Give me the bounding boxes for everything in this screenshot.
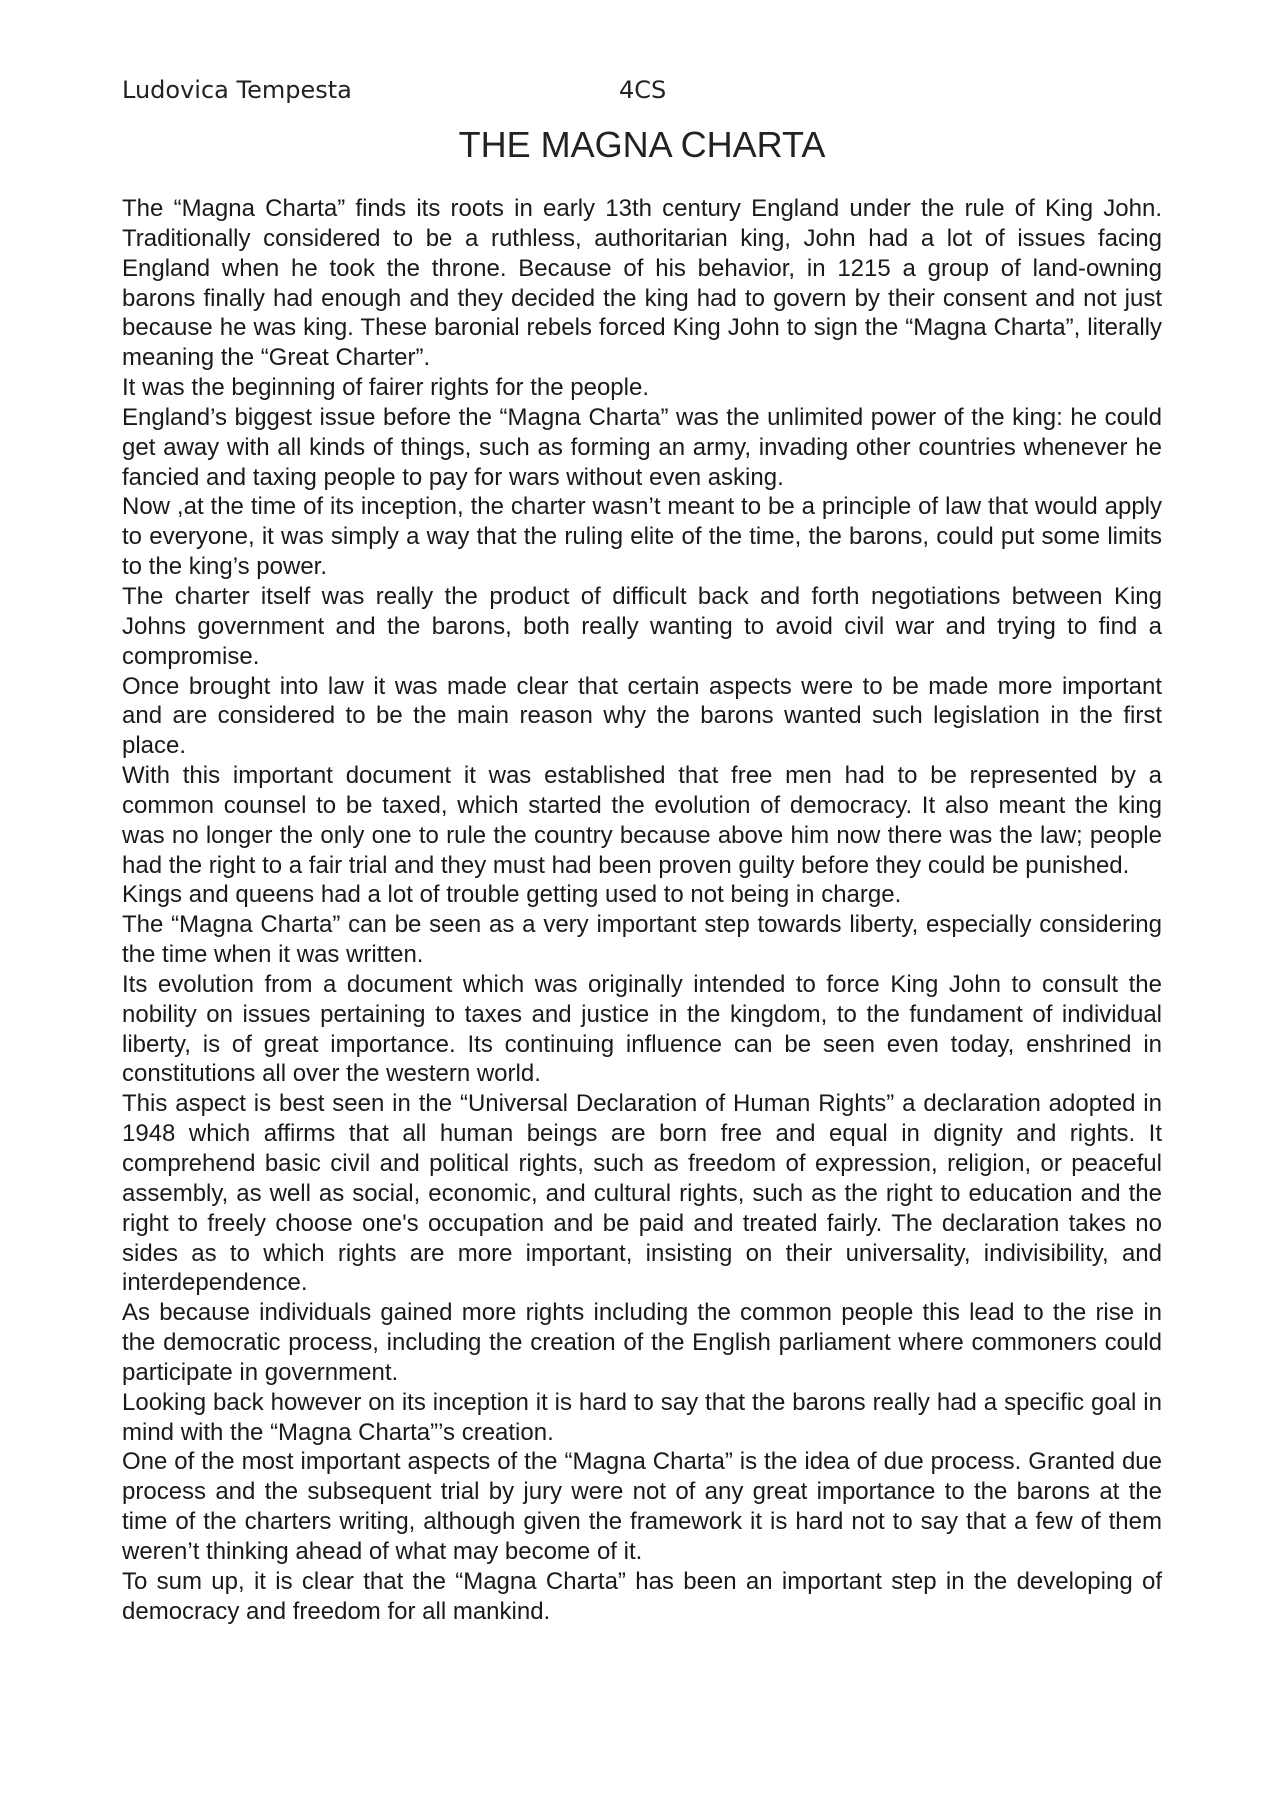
paragraph: With this important document it was established that free men had to be represented by a common counsel to be taxed, which started the evolution of democracy. It also meant the king was no longer the only one to rule the country because above him now there was the law; people had the right to a fair trial and they must had been proven guilty before they could be punished. xyxy=(122,762,1162,879)
paragraph: Once brought into law it was made clear that certain aspects were to be made more important and are considered to be the main reason why the barons wanted such legislation in the first place. xyxy=(122,672,1162,760)
class-label: 4CS xyxy=(619,76,667,104)
paragraph: Looking back however on its inception it is hard to say that the barons really had a specific goal in mind with the “Magna Charta”’s creation. xyxy=(122,1388,1162,1446)
paragraph: The “Magna Charta” finds its roots in early 13th century England under the rule of King John. Traditionally considered to be a ruthless, authoritarian king, John had a lot of issues facing England when he took the throne. Because of his behavior, in 1215 a group of land-owning barons finally had enough and they decided the king had to govern by their consent and not just because he was king. These baronial rebels forced King John to sign the “Magna Charta”, literally meaning the “Great Charter”. xyxy=(122,195,1162,372)
paragraph: It was the beginning of fairer rights for the people. xyxy=(122,374,649,402)
paragraph: This aspect is best seen in the “Universal Declaration of Human Rights” a declaration adopted in 1948 which affirms that all human beings are born free and equal in dignity and rights. It comprehend basic civil and political rights, such as freedom of expression, religion, or peaceful assembly, as well as social, economic, and cultural rights, such as the right to education and the right to freely choose one's occupation and be paid and treated fairly. The declaration takes no sides as to which rights are more important, insisting on their universality, indivisibility, and interdependence. xyxy=(122,1090,1162,1297)
paragraph: Its evolution from a document which was originally intended to force King John to consult the nobility on issues pertaining to taxes and justice in the kingdom, to the fundament of individual liberty, is of great importance. Its continuing influence can be seen even today, enshrined in constitutions all over the western world. xyxy=(122,970,1162,1088)
paragraph: Kings and queens had a lot of trouble getting used to not being in charge. xyxy=(122,881,902,909)
document-body xyxy=(122,194,1162,1627)
document-title: THE MAGNA CHARTA xyxy=(458,124,826,165)
paragraph: England’s biggest issue before the “Magna Charta” was the unlimited power of the king: he could get away with all kinds of things, such as forming an army, invading other countries whenever he fancied and taxing people to pay for wars without even asking. xyxy=(122,403,1162,491)
paragraph: Now ,at the time of its inception, the charter wasn’t meant to be a principle of law that would apply to everyone, it was simply a way that the ruling elite of the time, the barons, could put some limits to the king’s power. xyxy=(122,493,1162,581)
paragraph: The charter itself was really the product of difficult back and forth negotiations between King Johns government and the barons, both really wanting to avoid civil war and trying to find a compromise. xyxy=(122,582,1162,670)
paragraph: The “Magna Charta” can be seen as a very important step towards liberty, especially considering the time when it was written. xyxy=(122,911,1162,969)
paragraph: To sum up, it is clear that the “Magna Charta” has been an important step in the developing of democracy and freedom for all mankind. xyxy=(122,1567,1162,1625)
paragraph: One of the most important aspects of the “Magna Charta” is the idea of due process. Granted due process and the subsequent trial by jury were not of any great importance to the barons at the time of the charters writing, although given the framework it is hard not to say that a few of them weren’t thinking ahead of what may become of it. xyxy=(122,1448,1162,1565)
paragraph: As because individuals gained more rights including the common people this lead to the rise in the democratic process, including the creation of the English parliament where commoners could participate in government. xyxy=(122,1299,1162,1386)
document-header xyxy=(122,76,1162,108)
author-name: Ludovica Tempesta xyxy=(122,76,352,104)
